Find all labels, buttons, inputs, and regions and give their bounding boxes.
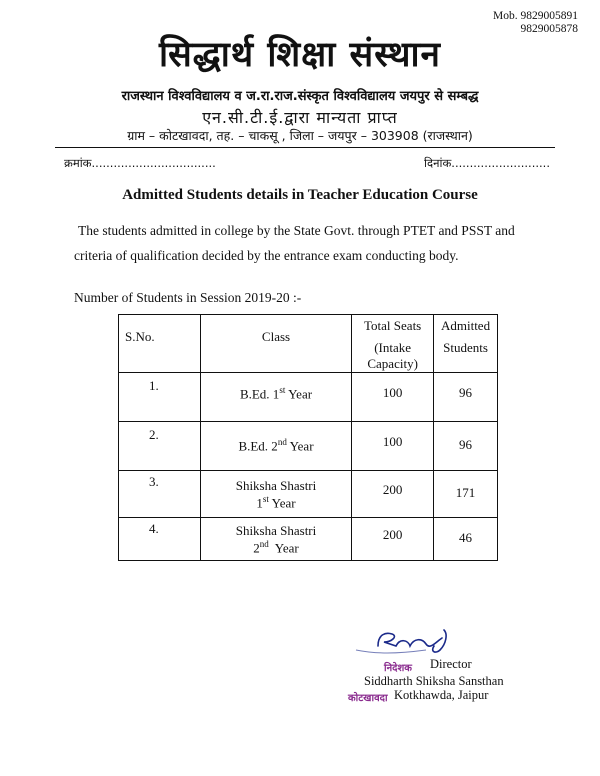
document-title: Admitted Students details in Teacher Education Course bbox=[122, 187, 478, 203]
handwritten-signature bbox=[326, 624, 476, 660]
header-divider bbox=[55, 147, 555, 148]
admissions-table bbox=[118, 314, 498, 561]
cell-sno bbox=[119, 422, 201, 471]
cell-seats bbox=[352, 518, 434, 561]
cell-class bbox=[200, 518, 351, 561]
class-sup: nd bbox=[259, 539, 269, 549]
cell-seats bbox=[352, 471, 434, 518]
class-main: B.Ed. 2 bbox=[238, 438, 278, 454]
cell-seats-text: 200 bbox=[382, 482, 403, 497]
institution-name: सिद्धार्थ शिक्षा संस्थान bbox=[159, 35, 441, 75]
cell-admitted-text: 171 bbox=[455, 485, 476, 500]
header-seats-line1: Total Seats bbox=[364, 318, 422, 333]
class-sup: st bbox=[279, 385, 286, 395]
affiliation-line: राजस्थान विश्वविद्यालय व ज.रा.राज.संस्कृत विश्वविद्यालय जयपुर से सम्बद्ध bbox=[121, 89, 479, 104]
header-admitted bbox=[434, 315, 498, 373]
class-tail: Year bbox=[268, 540, 299, 556]
cell-seats-text: 200 bbox=[382, 527, 403, 542]
class-sup: st bbox=[262, 494, 269, 504]
cell-sno bbox=[119, 518, 201, 561]
header-sno bbox=[119, 315, 201, 373]
cell-seats-text: 100 bbox=[382, 434, 403, 449]
stamp-title-hindi: निदेशक bbox=[384, 663, 412, 674]
cell-sno-text: 1. bbox=[149, 378, 159, 393]
class-tail: Year bbox=[285, 386, 313, 402]
cell-admitted-text: 46 bbox=[459, 530, 473, 545]
cell-class-line2 bbox=[201, 539, 351, 556]
cell-class-text bbox=[201, 373, 351, 402]
signatory-institution: Siddharth Shiksha Sansthan bbox=[364, 674, 504, 688]
header-seats bbox=[352, 315, 434, 373]
cell-class bbox=[200, 422, 351, 471]
cell-class bbox=[200, 373, 351, 422]
header-admitted-line2: Students bbox=[443, 340, 488, 355]
cell-admitted bbox=[434, 422, 498, 471]
cell-sno bbox=[119, 373, 201, 422]
mobile-line-2: 9829005878 bbox=[520, 23, 578, 35]
cell-seats-text: 100 bbox=[382, 385, 403, 400]
date-field: दिनांक........................... bbox=[424, 156, 550, 170]
signature-block bbox=[326, 624, 546, 704]
class-main: B.Ed. 1 bbox=[239, 386, 280, 402]
header-class bbox=[200, 315, 351, 373]
table-row bbox=[119, 518, 498, 561]
table-row bbox=[119, 373, 498, 422]
cell-sno-text: 4. bbox=[149, 521, 159, 536]
cell-admitted bbox=[434, 471, 498, 518]
header-admitted-line1: Admitted bbox=[440, 318, 491, 333]
cell-seats bbox=[352, 373, 434, 422]
class-main: 1 bbox=[256, 495, 263, 511]
address-line: ग्राम – कोटखावदा, तह. – चाकसू , जिला – जयपुर – 303908 (राजस्थान) bbox=[127, 128, 473, 143]
stamp-address-hindi: कोटखावदा bbox=[348, 693, 388, 704]
table-row bbox=[119, 471, 498, 518]
reference-number-field: क्रमांक.................................. bbox=[64, 156, 216, 170]
class-sup: nd bbox=[277, 437, 287, 447]
session-label: Number of Students in Session 2019-20 :- bbox=[74, 290, 302, 305]
cell-admitted-text: 96 bbox=[459, 385, 473, 400]
cell-admitted bbox=[434, 373, 498, 422]
signatory-title: Director bbox=[430, 657, 472, 671]
cell-class-line1: Shiksha Shastri bbox=[235, 478, 317, 493]
signatory-location: Kotkhawda, Jaipur bbox=[394, 688, 489, 702]
table-row bbox=[119, 422, 498, 471]
class-tail: Year bbox=[286, 438, 314, 454]
header-class-text: Class bbox=[261, 329, 291, 344]
header-seats-line2: (Intake Capacity) bbox=[367, 340, 418, 371]
mobile-line-1: Mob. 9829005891 bbox=[493, 10, 578, 22]
class-main: 2 bbox=[253, 540, 260, 556]
cell-class bbox=[200, 471, 351, 518]
class-tail: Year bbox=[268, 495, 296, 511]
cell-seats bbox=[352, 422, 434, 471]
cell-sno-text: 3. bbox=[149, 474, 159, 489]
paragraph-line-2: criteria of qualification decided by the entrance exam conducting body. bbox=[74, 248, 459, 263]
cell-sno-text: 2. bbox=[149, 427, 159, 442]
cell-admitted bbox=[434, 518, 498, 561]
table-header-row bbox=[119, 315, 498, 373]
recognition-line: एन.सी.टी.ई.द्वारा मान्यता प्राप्त bbox=[202, 108, 398, 127]
cell-admitted-text: 96 bbox=[459, 437, 473, 452]
cell-sno bbox=[119, 471, 201, 518]
intro-paragraph bbox=[74, 218, 544, 268]
cell-class-line2 bbox=[201, 494, 351, 511]
paragraph-line-1: The students admitted in college by the State Govt. through PTET and PSST and bbox=[78, 223, 515, 238]
cell-class-text bbox=[201, 422, 351, 454]
header-sno-text: S.No. bbox=[125, 329, 155, 344]
cell-class-line1: Shiksha Shastri bbox=[235, 523, 317, 538]
